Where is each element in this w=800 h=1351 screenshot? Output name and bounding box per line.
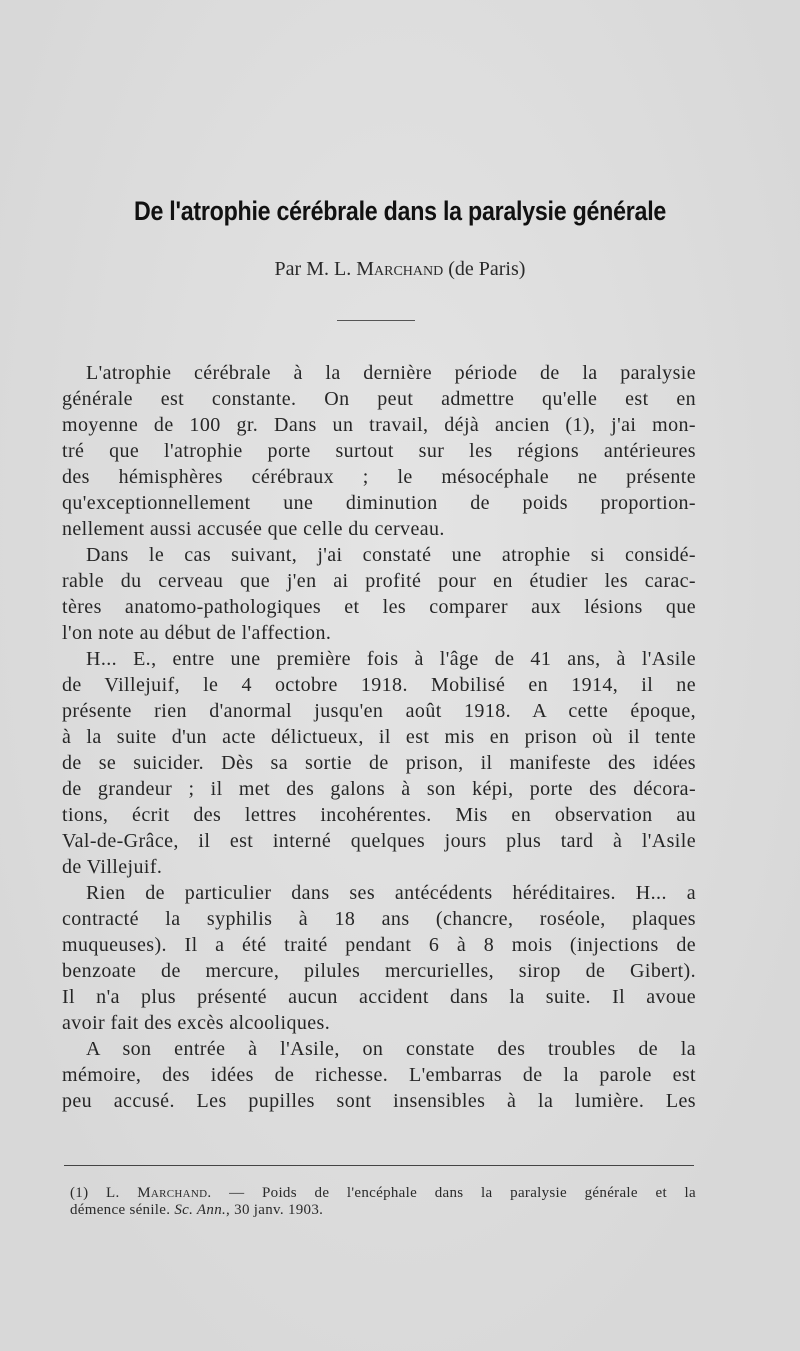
text-line: benzoate de mercure, pilules mercurielles, sirop de Gibert). <box>62 960 696 982</box>
text-line: L'atrophie cérébrale à la dernière période de la paralysie <box>86 362 696 384</box>
byline-author: Marchand <box>356 258 444 280</box>
text-line: Rien de particulier dans ses antécédents héréditaires. H... a <box>86 882 696 904</box>
footnote-line2-post: , 30 janv. 1903. <box>226 1202 324 1218</box>
text-line: rable du cerveau que j'en ai profité pour en étudier les carac- <box>62 570 696 592</box>
text-line: mémoire, des idées de richesse. L'embarras de la parole est <box>62 1064 696 1086</box>
text-line: générale est constante. On peut admettre qu'elle est en <box>62 388 696 410</box>
text-line: A son entrée à l'Asile, on constate des troubles de la <box>86 1038 696 1060</box>
text-line: tré que l'atrophie porte surtout sur les régions antérieures <box>62 440 696 462</box>
footnote-separator-rule <box>64 1165 694 1166</box>
text-line: de Villejuif, le 4 octobre 1918. Mobilisé en 1914, il ne <box>62 674 696 696</box>
footnote-journal: Sc. Ann. <box>174 1202 227 1218</box>
text-line: de grandeur ; il met des galons à son képi, porte des décora- <box>62 778 696 800</box>
text-line: l'on note au début de l'affection. <box>62 622 332 644</box>
text-line: à la suite d'un acte délictueux, il est mis en prison où il tente <box>62 726 696 748</box>
text-line: muqueuses). Il a été traité pendant 6 à 8 mois (injections de <box>62 934 696 956</box>
text-line: Val-de-Grâce, il est interné quelques jours plus tard à l'Asile <box>62 830 696 852</box>
article-body <box>62 360 696 1114</box>
footnote-line1-rest: . — Poids de l'encéphale dans la paralysie générale et la <box>207 1185 696 1201</box>
text-line: tères anatomo-pathologiques et les comparer aux lésions que <box>62 596 696 618</box>
footnote-line-2 <box>70 1202 696 1219</box>
text-line: de se suicider. Dès sa sortie de prison, il manifeste des idées <box>62 752 696 774</box>
byline-suffix: (de Paris) <box>443 258 526 280</box>
text-line: qu'exceptionnellement une diminution de poids proportion- <box>62 492 696 514</box>
text-line: présente rien d'anormal jusqu'en août 1918. A cette époque, <box>62 700 696 722</box>
paragraph <box>62 542 696 646</box>
text-line: moyenne de 100 gr. Dans un travail, déjà ancien (1), j'ai mon- <box>62 414 696 436</box>
footnote <box>70 1185 696 1219</box>
byline-prefix: Par M. L. <box>274 258 357 280</box>
footnote-line-1 <box>70 1185 696 1202</box>
paragraph <box>62 646 696 880</box>
text-line: nellement aussi accusée que celle du cerveau. <box>62 518 445 540</box>
text-line: peu accusé. Les pupilles sont insensibles à la lumière. Les <box>62 1090 696 1112</box>
text-line: H... E., entre une première fois à l'âge de 41 ans, à l'Asile <box>86 648 696 670</box>
paragraph <box>62 360 696 542</box>
text-line: Dans le cas suivant, j'ai constaté une atrophie si considé- <box>86 544 696 566</box>
title-separator-rule <box>337 320 415 321</box>
byline <box>0 258 800 281</box>
footnote-line2-pre: démence sénile. <box>70 1202 175 1218</box>
paragraph <box>62 880 696 1036</box>
text-line: tions, écrit des lettres incohérentes. Mis en observation au <box>62 804 696 826</box>
article-title: De l'atrophie cérébrale dans la paralysie générale <box>133 196 667 226</box>
text-line: contracté la syphilis à 18 ans (chancre, roséole, plaques <box>62 908 696 930</box>
paragraph <box>62 1036 696 1114</box>
text-line: Il n'a plus présenté aucun accident dans la suite. Il avoue <box>62 986 696 1008</box>
text-line: des hémisphères cérébraux ; le mésocéphale ne présente <box>62 466 696 488</box>
footnote-marker: (1) L. <box>70 1185 138 1201</box>
text-line: avoir fait des excès alcooliques. <box>62 1012 331 1034</box>
footnote-author: Marchand <box>137 1185 208 1201</box>
text-line: de Villejuif. <box>62 856 163 878</box>
